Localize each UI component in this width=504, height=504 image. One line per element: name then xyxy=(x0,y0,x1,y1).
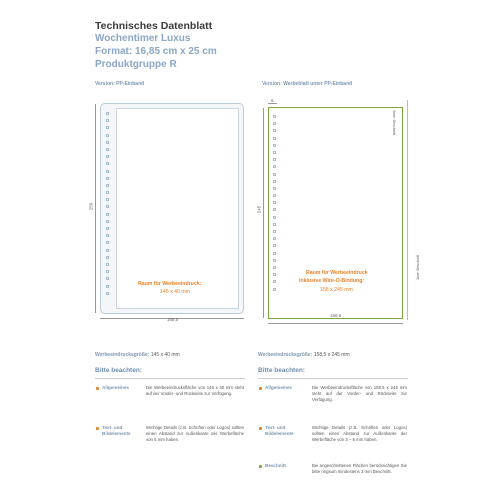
left-notes-title: Bitte beachten: xyxy=(95,367,142,374)
left-print-size-value: 145 x 40 mm xyxy=(150,352,180,358)
right-bullet-2-label: Text- und Bildelemente xyxy=(265,425,294,436)
right-bullet-3-text: Bei angeschnittenen Flächen berücksichtigen Sie bitte ringsum mindestens 3 mm Beschnitt. xyxy=(312,463,407,474)
right-bullet-3-icon xyxy=(259,465,262,468)
right-height-label: 245 xyxy=(256,205,262,214)
left-height-label: 250 xyxy=(88,202,94,211)
right-width-dimension-line xyxy=(268,323,403,324)
left-bullet-1-icon xyxy=(96,387,99,390)
product-group: Produktgruppe R xyxy=(95,59,177,70)
right-bullet-2-text: Wichtige Details (z.B. Schriften oder Logos) sollten einen Abstand zur Außenkante der Werbefläche von 3 – 5 mm haben. xyxy=(312,425,407,442)
product-name: Wochentimer Luxus xyxy=(95,33,191,44)
right-print-size-label: Werbeeindrucksgröße: xyxy=(258,352,313,358)
left-bullet-1-text: Die Werbeeindrucksfläche von 145 x 40 mm steht auf der Vorder- und Rückseite zur Verfügung. xyxy=(146,385,244,396)
right-bleed-label-top: 3mm Beschnitt xyxy=(392,110,396,136)
right-area-title-2: inklusive Wire-O-Bindung: xyxy=(299,278,365,284)
right-binding-holes xyxy=(273,115,276,295)
left-width-label: 168,5 xyxy=(167,317,179,322)
left-bullet-2-text: Wichtige Details (z.B. Schriften oder Logos) sollten einen Abstand zur Außenkante der Werbefläche von 5 mm haben. xyxy=(146,425,244,442)
right-version-label: Version: Werbeblatt unter PP-Einband xyxy=(262,81,353,87)
right-area-title: Raum für Werbeeindruck xyxy=(306,270,368,276)
right-top-label: 6 xyxy=(271,98,274,103)
right-notes-title: Bitte beachten: xyxy=(258,367,305,374)
left-print-size-label: Werbeeindrucksgröße: xyxy=(95,352,150,358)
left-height-dimension-line xyxy=(95,104,96,313)
left-version-label: Version: PP-Einband xyxy=(95,81,145,87)
product-format: Format: 16,85 cm x 25 cm xyxy=(95,46,217,57)
right-bullet-1-text: Die Werbeeindrucksfläche von 158,5 x 245 mm steht auf der Vorder- und Rückseite zur Verfügung. xyxy=(312,385,407,402)
right-bleed-label-bottom: 3mm Beschnitt xyxy=(416,254,420,280)
left-print-size xyxy=(95,352,180,358)
left-cover-inner xyxy=(116,108,239,309)
left-binding-holes xyxy=(106,112,109,299)
left-area-title: Raum für Werbeeindruck: xyxy=(138,281,202,287)
right-width-label: 158,5 xyxy=(330,313,342,318)
right-print-size-value: 158,5 x 245 mm xyxy=(313,352,350,358)
left-bullet-2-icon xyxy=(96,427,99,430)
right-bullet-1-icon xyxy=(259,387,262,390)
right-bullet-3-label: Beschnitt xyxy=(265,463,286,468)
left-notes-divider xyxy=(95,378,245,379)
right-height-dimension-line xyxy=(263,108,264,318)
right-bullet-2-icon xyxy=(259,427,262,430)
right-area-size: 158 x 245 mm xyxy=(320,287,353,293)
left-bullet-1-label: Allgemeines xyxy=(102,385,130,390)
right-notes-divider xyxy=(258,378,408,379)
right-print-size xyxy=(258,352,350,358)
left-bullet-2-label: Text- und Bildelemente xyxy=(102,425,131,436)
right-bleed-line xyxy=(407,100,408,320)
right-bullet-1-label: Allgemeines xyxy=(265,385,293,390)
document-title: Technisches Datenblatt xyxy=(95,20,213,32)
left-area-size: 145 x 40 mm xyxy=(160,289,190,295)
right-top-dimension-line xyxy=(268,103,277,104)
